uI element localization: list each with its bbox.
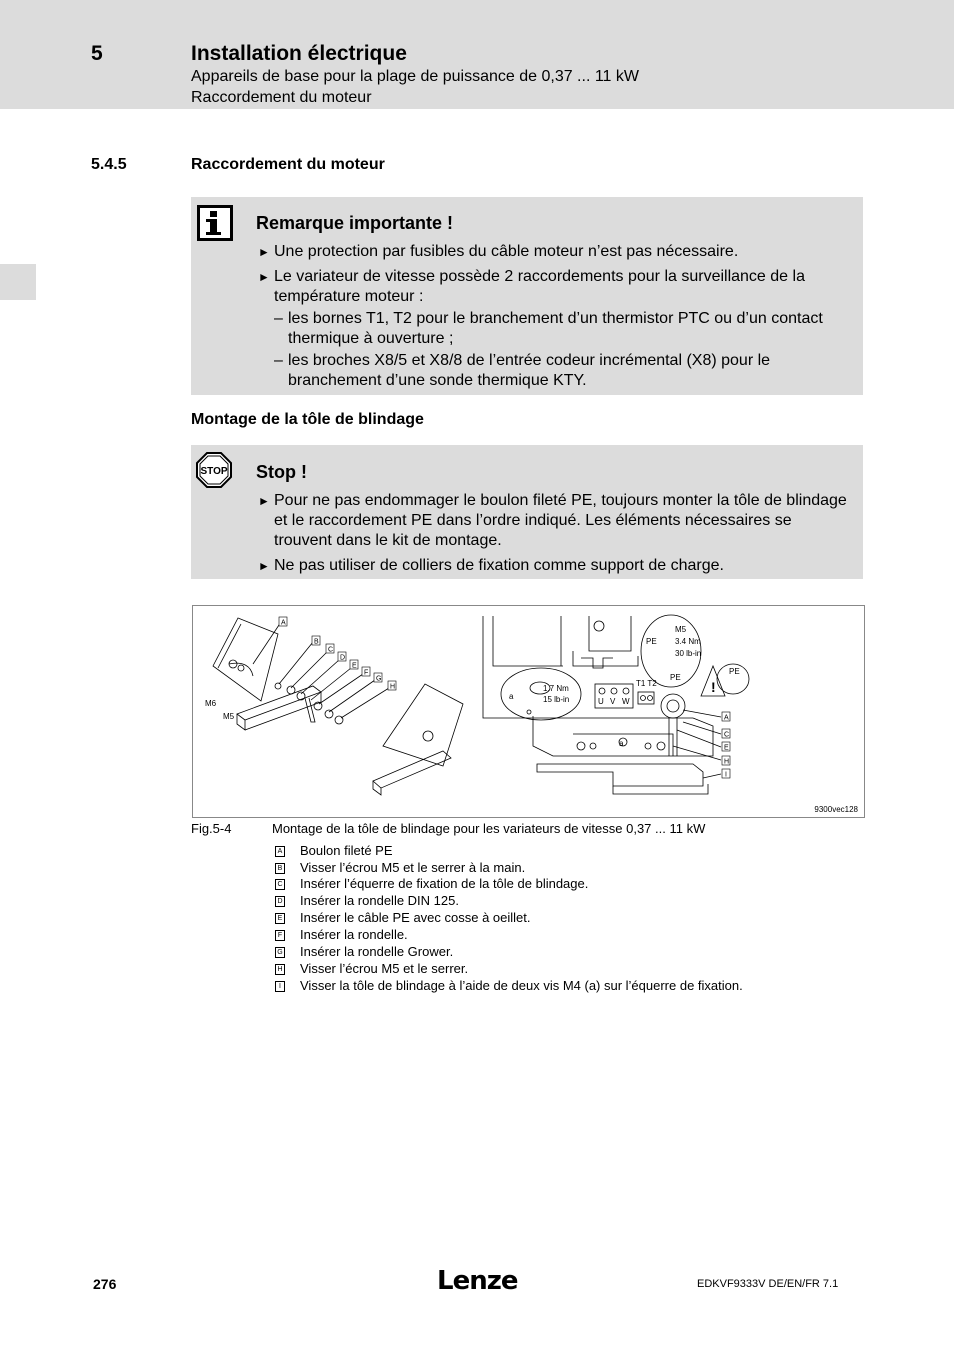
info-icon (197, 205, 233, 241)
svg-text:STOP: STOP (200, 466, 228, 477)
note-dash-item: – les bornes T1, T2 pour le branchement d’un thermistor PTC ou d’un contact thermique à ouverture ; (274, 310, 823, 347)
figure-id: 9300vec128 (814, 805, 858, 814)
svg-text:3.4 Nm: 3.4 Nm (675, 637, 701, 646)
legend-key-box: E (275, 913, 285, 924)
chapter-subtitle-2: Raccordement du moteur (191, 89, 372, 106)
svg-text:1.7 Nm: 1.7 Nm (543, 684, 569, 693)
figure-caption-text: Montage de la tôle de blindage pour les variateurs de vitesse 0,37 ... 11 kW (272, 821, 706, 836)
svg-text:M5: M5 (675, 625, 687, 634)
svg-text:A: A (281, 619, 286, 627)
legend-key-box: G (275, 947, 285, 958)
shield-plate-assembly-drawing (193, 606, 864, 817)
svg-text:30 lb-in: 30 lb-in (675, 649, 702, 658)
pe-label-3: PE (729, 667, 740, 676)
note-bullet: ► Le variateur de vitesse possède 2 raccordements pour la surveillance de la température moteur : (258, 268, 805, 305)
chapter-header (0, 0, 954, 109)
pe-label: PE (646, 637, 657, 646)
svg-text:E: E (352, 662, 357, 670)
stop-warning-box (191, 445, 863, 579)
chapter-side-tab (0, 264, 36, 300)
svg-text:G: G (376, 675, 382, 683)
svg-text:W: W (622, 697, 630, 706)
svg-text:I: I (725, 771, 727, 779)
lenze-logo: Lenze (437, 1266, 518, 1296)
bullet-arrow-icon: ► (258, 270, 270, 284)
section-number: 5.4.5 (91, 156, 127, 173)
svg-text:U: U (598, 697, 604, 706)
chapter-number: 5 (91, 42, 103, 65)
svg-text:C: C (328, 646, 334, 654)
figure-caption-label: Fig.5-4 (191, 821, 232, 836)
subsection-title: Montage de la tôle de blindage (191, 411, 424, 428)
svg-text:!: ! (711, 679, 716, 695)
stop-heading: Stop ! (256, 462, 307, 482)
stop-sign-icon (196, 452, 232, 488)
svg-text:A: A (724, 714, 729, 722)
bullet-arrow-icon: ► (258, 494, 270, 508)
svg-text:H: H (390, 683, 396, 691)
svg-text:V: V (610, 697, 616, 706)
svg-text:D: D (340, 654, 346, 662)
legend-key-box: F (275, 930, 285, 941)
note-dash-item: – les broches X8/5 et X8/8 de l’entrée codeur incrémental (X8) pour le branchement d’une sonde thermique KTY. (274, 352, 771, 389)
legend-key-box: I (275, 981, 285, 992)
bolt-label-m5: M5 (223, 712, 235, 721)
chapter-title: Installation électrique (191, 42, 407, 65)
svg-text:C: C (724, 731, 730, 739)
svg-text:F: F (364, 669, 369, 677)
legend-key-box: D (275, 896, 285, 907)
bolt-label-m6: M6 (205, 699, 217, 708)
legend-key-box: C (275, 879, 285, 890)
chapter-subtitle: Appareils de base pour la plage de puissance de 0,37 ... 11 kW (191, 68, 639, 85)
note-bullet: ► Une protection par fusibles du câble moteur n’est pas nécessaire. (258, 243, 739, 260)
svg-text:15 lb-in: 15 lb-in (543, 695, 570, 704)
bullet-arrow-icon: ► (258, 559, 270, 573)
bullet-arrow-icon: ► (258, 245, 270, 259)
screw-label-a: a (619, 739, 624, 748)
svg-text:B: B (314, 638, 319, 646)
svg-text:H: H (724, 758, 730, 766)
important-note-box (191, 197, 863, 395)
legend-key-box: B (275, 863, 285, 874)
mounting-figure (192, 605, 865, 818)
section-title: Raccordement du moteur (191, 156, 385, 173)
legend-key-box: A (275, 846, 285, 857)
svg-text:T1 T2: T1 T2 (636, 679, 657, 688)
pe-label-2: PE (670, 673, 681, 682)
svg-text:E: E (724, 744, 729, 752)
screw-label: a (509, 692, 514, 701)
document-id: EDKVF9333V DE/EN/FR 7.1 (697, 1278, 839, 1290)
page-number: 276 (93, 1276, 117, 1292)
legend-key-box: H (275, 964, 285, 975)
stop-bullet: ► Ne pas utiliser de colliers de fixation comme support de charge. (258, 557, 724, 574)
note-heading: Remarque importante ! (256, 213, 454, 233)
stop-bullet: ► Pour ne pas endommager le boulon fileté PE, toujours monter la tôle de blindage et le raccordement PE dans l’ordre indiqué. Les éléments nécessaires se trouvent dans le kit de montage. (258, 492, 847, 549)
